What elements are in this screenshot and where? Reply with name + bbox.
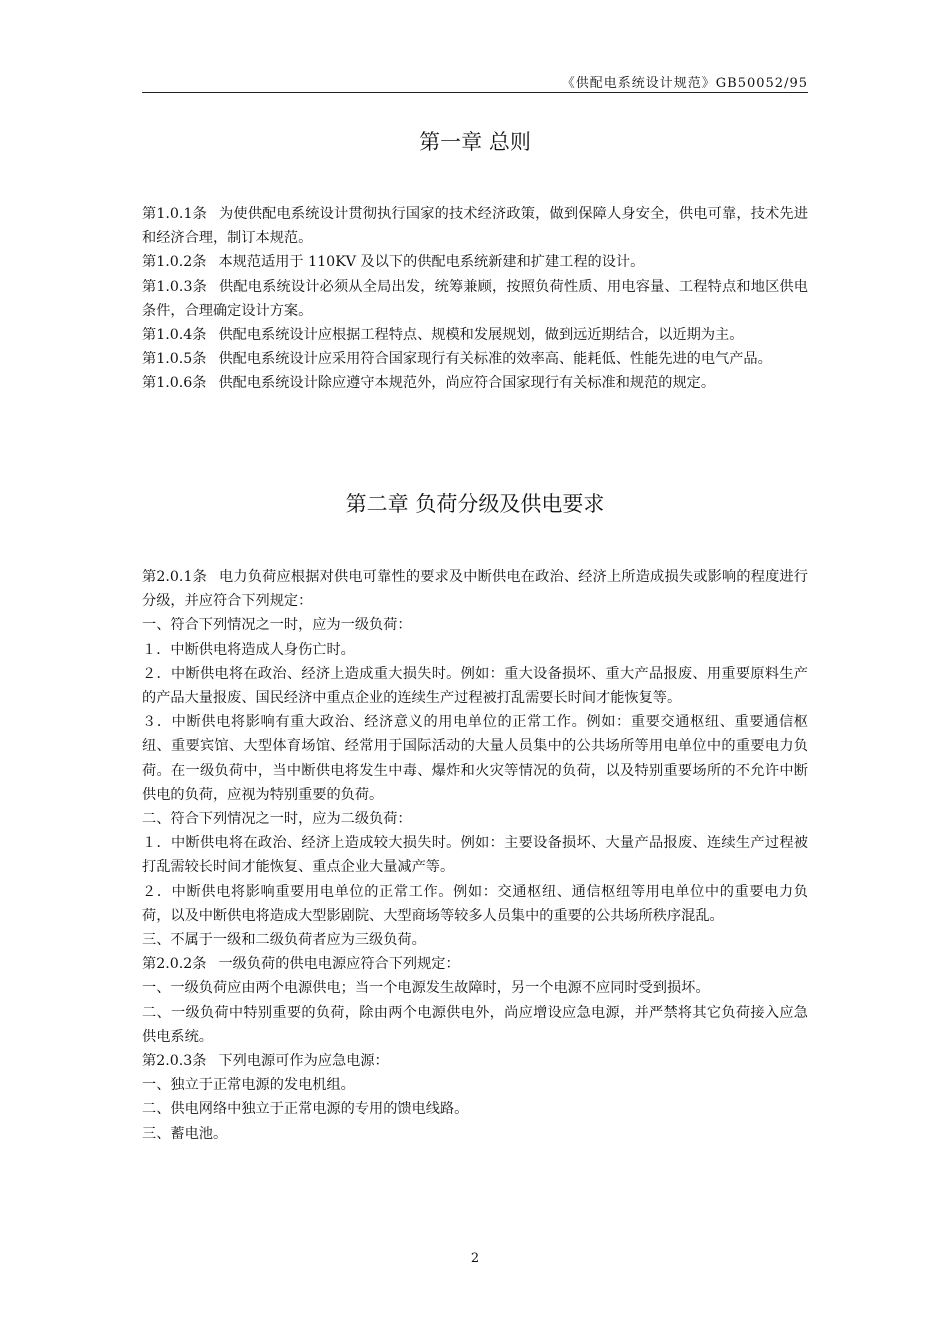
- clause-label: 第1.0.6条: [142, 375, 207, 392]
- clause-1-0-1: [142, 202, 808, 250]
- list-item: 一、一级负荷应由两个电源供电；当一个电源发生故障时，另一个电源不应同时受到损坏。: [142, 980, 710, 997]
- list-item: １．中断供电将在政治、经济上造成较大损失时。例如：主要设备损坏、大量产品报废、连续生产过程被打乱需较长时间才能恢复、重点企业大量减产等。: [142, 835, 808, 876]
- clause-1-0-4: [142, 323, 808, 347]
- clause-1-0-5: [142, 347, 808, 371]
- running-header: 《供配电系统设计规范》GB50052/95: [561, 76, 808, 91]
- list-item: 三、蓄电池。: [142, 1125, 228, 1142]
- clause-text: 一级负荷的供电电源应符合下列规定：: [218, 956, 460, 973]
- list-item: ２．中断供电将影响重要用电单位的正常工作。例如：交通枢纽、通信枢纽等用电单位中的重要电力负荷，以及中断供电将造成大型影剧院、大型商场等较多人员集中的重要的公共场所秩序混乱。: [142, 883, 808, 924]
- clause-label: 第1.0.3条: [142, 278, 208, 295]
- chapter-2-body: [142, 565, 808, 1146]
- clause-text: 供配电系统设计必须从全局出发，统筹兼顾，按照负荷性质、用电容量、工程特点和地区供电条件，合理确定设计方案。: [142, 278, 808, 319]
- list-item: 一、独立于正常电源的发电机组。: [142, 1077, 355, 1094]
- clause-text: 下列电源可作为应急电源：: [218, 1053, 389, 1070]
- clause-text: 本规范适用于 110KV 及以下的供配电系统新建和扩建工程的设计。: [218, 254, 645, 271]
- chapter-1-body: [142, 202, 808, 396]
- page-number: 2: [470, 1251, 480, 1266]
- clause-1-0-3: [142, 275, 808, 323]
- list-item: 二、一级负荷中特别重要的负荷，除由两个电源供电外，尚应增设应急电源，并严禁将其它负荷接入应急供电系统。: [142, 1004, 808, 1045]
- clause-text: 为使供配电系统设计贯彻执行国家的技术经济政策，做到保障人身安全，供电可靠，技术先进和经济合理，制订本规范。: [142, 206, 808, 247]
- clause-text: 供配电系统设计应根据工程特点、规模和发展规划，做到远近期结合，以近期为主。: [218, 327, 744, 344]
- clause-label: 第1.0.1条: [142, 206, 208, 222]
- clause-text: 供配电系统设计除应遵守本规范外，尚应符合国家现行有关标准和规范的规定。: [218, 375, 716, 392]
- chapter-2-title: 第二章 负荷分级及供电要求: [345, 492, 605, 516]
- list-item: １．中断供电将造成人身伤亡时。: [142, 641, 355, 658]
- clause-label: 第1.0.5条: [142, 351, 207, 368]
- clause-2-0-1: [142, 565, 808, 613]
- header-rule: [142, 92, 808, 93]
- clause-2-0-3: [142, 1049, 808, 1073]
- list-item: 二、符合下列情况之一时，应为二级负荷：: [142, 811, 412, 828]
- list-item: 一、符合下列情况之一时，应为一级负荷：: [142, 617, 412, 634]
- list-item: ２．中断供电将在政治、经济上造成重大损失时。例如：重大设备损坏、重大产品报废、用重要原料生产的产品大量报废、国民经济中重点企业的连续生产过程被打乱需要长时间才能恢复等。: [142, 665, 808, 707]
- clause-1-0-6: [142, 371, 808, 395]
- clause-label: 第2.0.2条: [142, 956, 207, 973]
- clause-text: 电力负荷应根据对供电可靠性的要求及中断供电在政治、经济上所造成损失或影响的程度进行分级，并应符合下列规定：: [142, 569, 808, 610]
- list-item: 三、不属于一级和二级负荷者应为三级负荷。: [142, 932, 426, 949]
- clause-label: 第2.0.1条: [142, 569, 208, 585]
- clause-label: 第1.0.4条: [142, 327, 207, 344]
- clause-text: 供配电系统设计应采用符合国家现行有关标准的效率高、能耗低、性能先进的电气产品。: [218, 351, 772, 368]
- list-item: 二、供电网络中独立于正常电源的专用的馈电线路。: [142, 1101, 469, 1118]
- clause-label: 第1.0.2条: [142, 254, 207, 271]
- clause-label: 第2.0.3条: [142, 1053, 207, 1070]
- clause-2-0-2: [142, 952, 808, 976]
- clause-1-0-2: [142, 250, 808, 274]
- list-item: ３．中断供电将影响有重大政治、经济意义的用电单位的正常工作。例如：重要交通枢纽、重要通信枢纽、重要宾馆、大型体育场馆、经常用于国际活动的大量人员集中的公共场所等用电单位中的重要电力负荷。在一级负荷中，当中断供电将发生中毒、爆炸和火灾等情况的负荷，以及特别重要场所的不允许中断供电的负荷，应视为特别重要的负荷。: [142, 714, 808, 803]
- chapter-1-title: 第一章 总则: [419, 130, 531, 154]
